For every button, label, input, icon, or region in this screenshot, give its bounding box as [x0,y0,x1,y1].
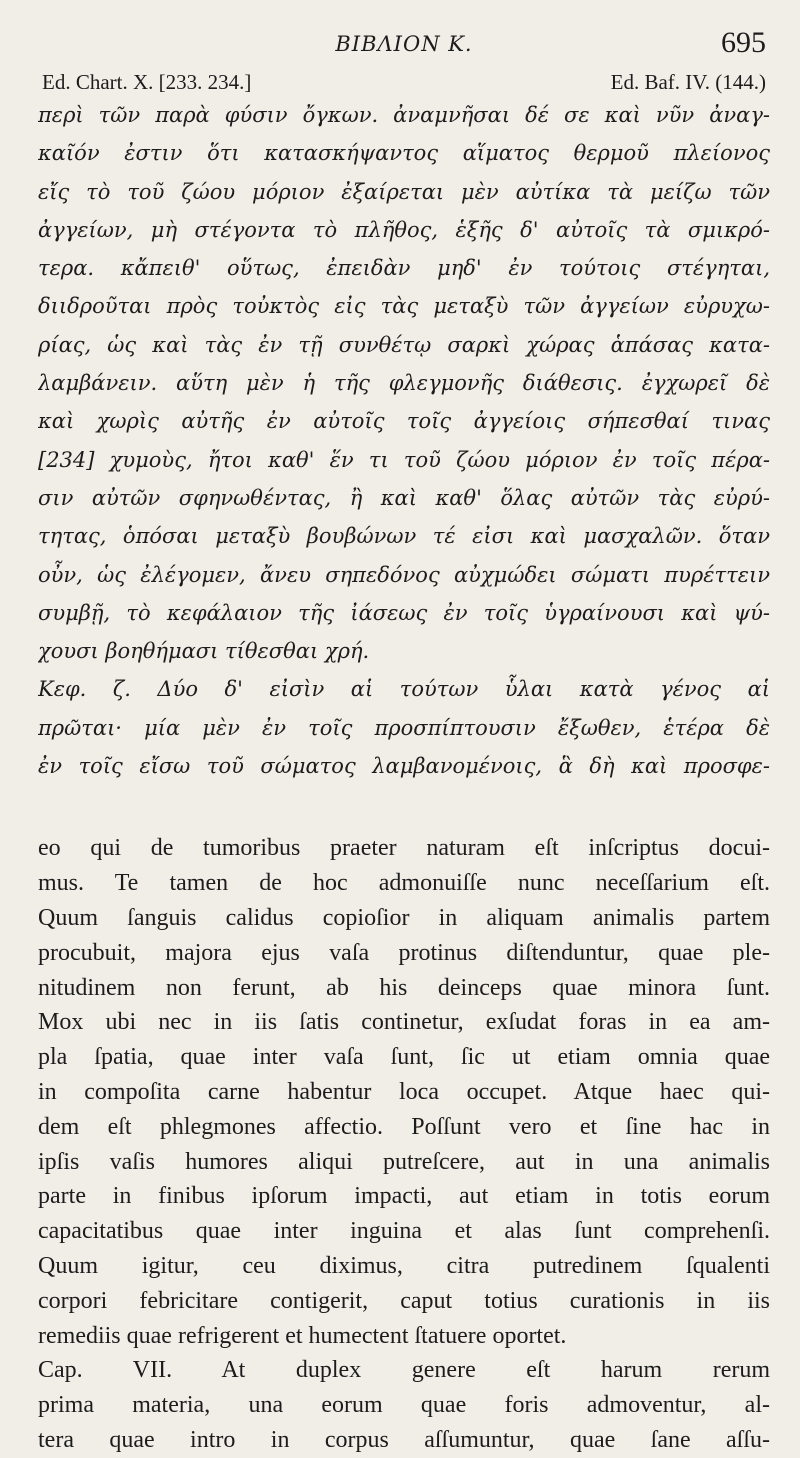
greek-text-line: συμβῇ, τὸ κεφάλαιον τῆς ἰάσεως ἐν τοῖς ὑγραίνουσι καὶ ψύ- [38,600,770,625]
greek-text-line: διιδροῦται πρὸς τοὐκτὸς εἰς τὰς μεταξὺ τῶν ἀγγείων εὐρυχω- [38,294,770,319]
book-title: BIBΛΙΟΝ Κ. [335,32,473,56]
latin-text-line: parte in finibus ipſorum impacti, aut etiam in totis eorum [38,1183,770,1210]
edition-reference-basel: Ed. Baf. IV. (144.) [610,70,766,94]
greek-text-line: [234] χυμοὺς, ἤτοι καθ' ἕν τι τοῦ ζώου μόριον ἐν τοῖς πέρα- [38,447,770,472]
latin-text-line: eo qui de tumoribus praeter naturam eſt inſcriptus docui- [38,835,770,862]
latin-text-line: mus. Te tamen de hoc admonuiſſe nunc neceſſarium eſt. [38,870,770,897]
running-head [38,26,770,66]
page-number: 695 [721,26,766,59]
greek-text-line: καὶ χωρὶς αὐτῆς ἐν αὐτοῖς τοῖς ἀγγείοις σήπεσθαί τινας [38,409,770,434]
latin-text-line: capacitatibus quae inter inguina et alas ſunt comprehenſi. [38,1218,770,1245]
latin-chapter-heading-line: Cap. VII. At duplex genere eſt harum rerum [38,1357,770,1384]
latin-text-line: in compoſita carne habentur loca occupet. Atque haec qui- [38,1078,770,1105]
greek-text-line: σιν αὐτῶν σφηνωθέντας, ἢ καὶ καθ' ὅλας αὐτῶν τὰς εὐρύ- [38,485,770,510]
greek-text-line: τητας, ὁπόσαι μεταξὺ βουβώνων τέ εἰσι καὶ μασχαλῶν. ὅταν [38,524,770,549]
edition-reference-chartier: Ed. Chart. X. [233. 234.] [42,70,252,94]
latin-text-line: corpori febricitare contigerit, caput totius curationis in iis [38,1287,770,1314]
greek-text-line: λαμβάνειν. αὕτη μὲν ἡ τῆς φλεγμονῆς διάθεσις. ἐγχωρεῖ δὲ [38,371,770,396]
latin-text-line: Quum ſanguis calidus copioſior in aliquam animalis partem [38,904,770,931]
latin-text-line: dem eſt phlegmones affectio. Poſſunt vero et ſine hac in [38,1113,770,1140]
greek-text-line: οὖν, ὡς ἐλέγομεν, ἄνευ σηπεδόνος αὐχμώδει σώματι πυρέττειν [38,562,770,587]
latin-text-line: ipſis vaſis humores aliqui putreſcere, aut in una animalis [38,1148,770,1175]
greek-text-line: ἐν τοῖς εἴσω τοῦ σώματος λαμβανομένοις, ἃ δὴ καὶ προσφε- [38,754,770,779]
greek-text-line: πρῶται· μία μὲν ἐν τοῖς προσπίπτουσιν ἔξωθεν, ἑτέρα δὲ [38,715,770,740]
greek-text-line: τερα. κἄπειθ' οὕτως, ἐπειδὰν μηδ' ἐν τούτοις στέγηται, [38,256,770,281]
greek-text-line: ρίας, ὡς καὶ τὰς ἐν τῇ συνθέτῳ σαρκὶ χώρας ἁπάσας κατα- [38,332,770,357]
latin-text-block [38,831,770,1457]
latin-text-line: remediis quae refrigerent et humectent ſtatuere oportet. [38,1322,567,1349]
edition-reference-line [38,66,770,96]
greek-chapter-heading-line: Κεφ. ζ. Δύο δ' εἰσὶν αἱ τούτων ὗλαι κατὰ γένος αἱ [38,677,770,702]
latin-text-line: tera quae intro in corpus aſſumuntur, quae ſane aſſu- [38,1426,770,1453]
greek-text-line: περὶ τῶν παρὰ φύσιν ὄγκων. ἀναμνῆσαι δέ σε καὶ νῦν ἀναγ- [38,103,770,127]
latin-text-line: prima materia, una eorum quae foris admoventur, al- [38,1392,770,1419]
greek-text-line: εἴς τὸ τοῦ ζώου μόριον ἐξαίρεται μὲν αὐτίκα τὰ μείζω τῶν [38,179,770,204]
greek-text-line: χουσι βοηθήμασι τίθεσθαι χρή. [38,639,370,664]
latin-text-line: pla ſpatia, quae inter vaſa ſunt, ſic ut etiam omnia quae [38,1044,770,1071]
latin-text-line: Mox ubi nec in iis ſatis continetur, exſudat foras in ea am- [38,1009,770,1036]
latin-text-line: Quum igitur, ceu diximus, citra putredinem ſqualenti [38,1252,770,1279]
greek-text-block [38,96,770,785]
latin-text-line: nitudinem non ferunt, ab his deinceps quae minora ſunt. [38,974,770,1001]
greek-text-line: καῖόν ἐστιν ὅτι κατασκήψαντος αἵματος θερμοῦ πλείονος [38,141,770,166]
latin-text-line: procubuit, majora ejus vaſa protinus diſtenduntur, quae ple- [38,939,770,966]
greek-text-line: ἀγγείων, μὴ στέγοντα τὸ πλῆθος, ἑξῆς δ' αὐτοῖς τὰ σμικρό- [38,217,770,242]
